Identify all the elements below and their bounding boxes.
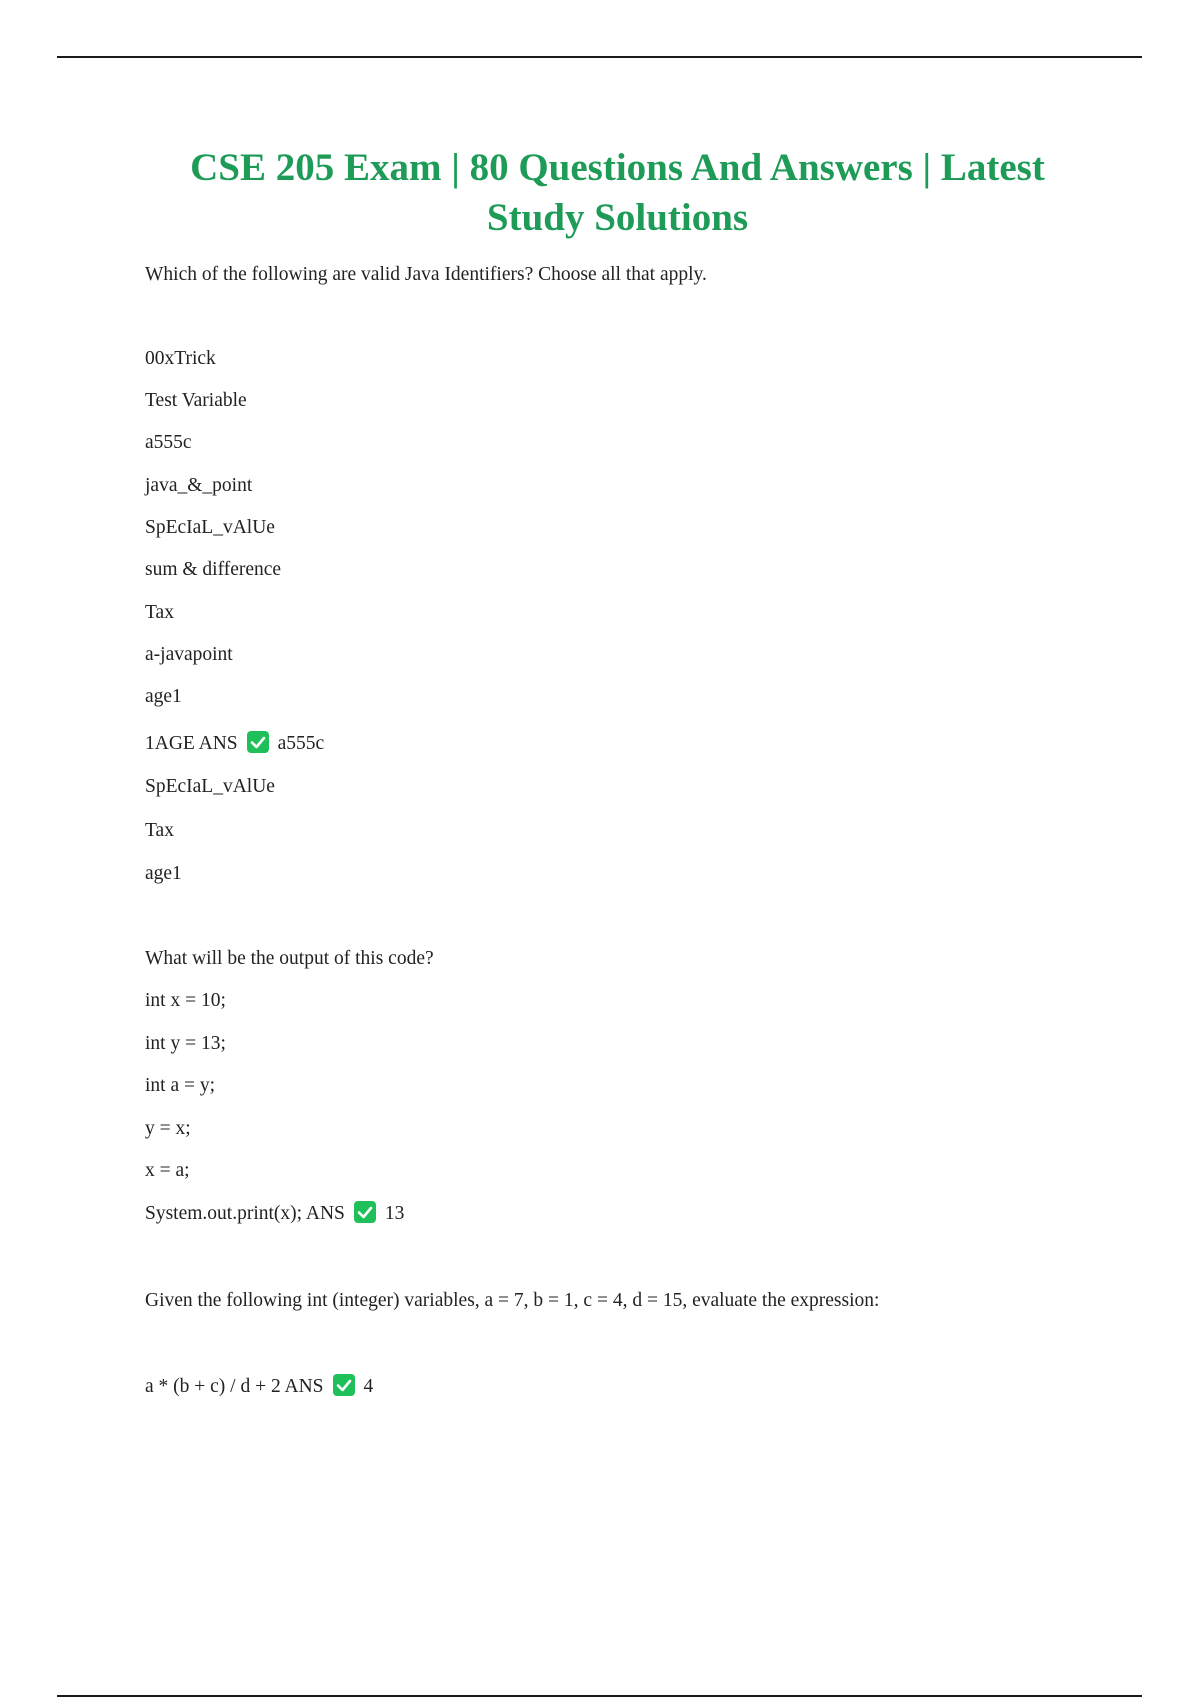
answer-value: 13	[384, 1203, 405, 1224]
answer-value: Tax	[145, 820, 174, 841]
answer-line-1	[145, 731, 324, 757]
code-line: int y = 13;	[145, 1033, 226, 1054]
option: a555c	[145, 432, 192, 453]
check-box-icon	[354, 1201, 376, 1223]
option: Test Variable	[145, 390, 247, 411]
expression: a * (b + c) / d + 2 ANS	[145, 1376, 324, 1397]
code-line: int x = 10;	[145, 990, 226, 1011]
page-title	[120, 143, 1115, 243]
answer-value: a555c	[277, 733, 325, 754]
answer-value: 4	[363, 1376, 374, 1397]
option: age1	[145, 686, 182, 707]
answer-value: age1	[145, 863, 182, 884]
check-box-icon	[333, 1374, 355, 1396]
code-last-line: System.out.print(x); ANS	[145, 1203, 345, 1224]
question-3: Given the following int (integer) variables, a = 7, b = 1, c = 4, d = 15, evaluate the expression:	[145, 1290, 880, 1311]
question-1: Which of the following are valid Java Identifiers? Choose all that apply.	[145, 264, 707, 285]
check-box-icon	[247, 731, 269, 753]
code-line: y = x;	[145, 1118, 191, 1139]
bottom-rule	[57, 1695, 1142, 1697]
code-line: x = a;	[145, 1160, 190, 1181]
top-rule	[57, 56, 1142, 58]
answer-line-2	[145, 1201, 404, 1227]
title-line-1: CSE 205 Exam | 80 Questions And Answers | Latest	[190, 146, 1045, 189]
answer-line-3	[145, 1374, 373, 1400]
option: sum & difference	[145, 559, 282, 580]
code-line: int a = y;	[145, 1075, 216, 1096]
title-line-2: Study Solutions	[486, 196, 749, 239]
option: Tax	[145, 602, 174, 623]
option: SpEcIaL_vAlUe	[145, 517, 275, 538]
option: 00xTrick	[145, 348, 216, 369]
answer-prefix: 1AGE ANS	[145, 733, 238, 754]
option: java_&_point	[145, 475, 253, 496]
question-2: What will be the output of this code?	[145, 948, 434, 969]
option: a-javapoint	[145, 644, 233, 665]
answer-value: SpEcIaL_vAlUe	[145, 776, 275, 797]
